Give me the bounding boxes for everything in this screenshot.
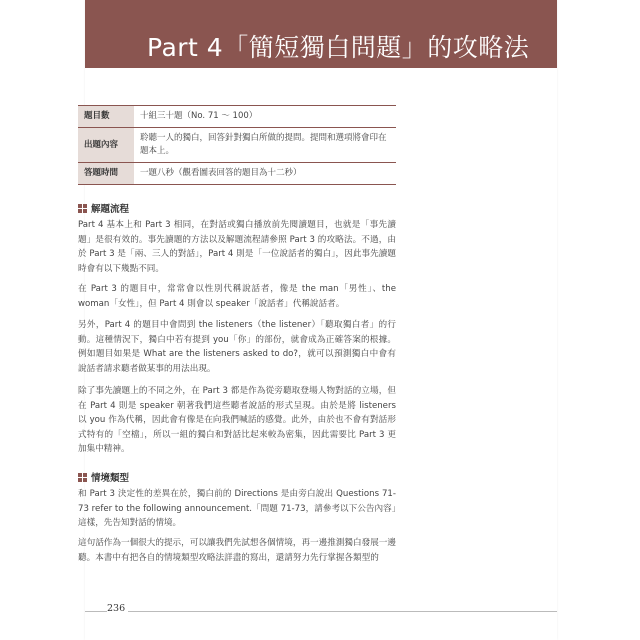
- section-heading-label: 情境類型: [91, 473, 130, 484]
- table-label: 答題時間: [78, 163, 134, 185]
- section-heading-flow: [78, 201, 129, 215]
- table-label: 出題內容: [78, 128, 134, 163]
- square-grid-icon: [78, 204, 87, 213]
- paragraph: Part 4 基本上和 Part 3 相同，在對話或獨白播放前先閱讀題目，也就是「事先讀題」是很有效的。事先讀題的方法以及解題流程請參照 Part 3 的攻略法。不過，由於 Part 3 是「兩、三人的對話」，Part 4 則是「一位說話者的獨白」，因此事先讀題時會有以下幾點不同。: [78, 220, 396, 274]
- table-value: 一題八秒（觀看圖表回答的題目為十二秒）: [134, 163, 396, 185]
- table-row: [78, 128, 396, 163]
- header-banner: [85, 0, 557, 68]
- table-row: [78, 163, 396, 185]
- info-table: [78, 105, 396, 185]
- table-value: 十組三十題（No. 71 ～ 100）: [134, 106, 396, 128]
- paragraph: 和 Part 3 決定性的差異在於，獨白前的 Directions 是由旁白說出 Questions 71-73 refer to the following announcement.「問題 71-73，請參考以下公告內容」這樣，先告知對話的情境。: [78, 489, 396, 529]
- page-number: 236: [107, 603, 126, 614]
- table-value: 聆聽一人的獨白，回答針對獨白所做的提問。提問和選項將會印在題本上。: [134, 128, 396, 163]
- paragraph: 另外，Part 4 的題目中會問到 the listeners（the listener）「聽取獨白者」的行動。這種情況下，獨白中若有提到 you「你」的部份，就會成為正確答案的根據。例如題目如果是 What are the listeners asked to do?，就可以預測獨白中會有說話者請求聽者做某事的用法出現。: [78, 320, 396, 374]
- square-grid-icon: [78, 473, 87, 482]
- paragraph: 除了事先讀題上的不同之外，在 Part 3 都是作為從旁聽取登場人物對話的立場，但在 Part 4 則是 speaker 朝著我們這些聽者說話的形式呈現。由於是將 listeners 以 you 作為代稱，因此會有像是在向我們喊話的感覺。此外，由於也不會有對話形式特有的「空檔」，所以一組的獨白和對話比起來較為密集，因此需要比 Part 3 更加集中精神。: [78, 386, 396, 455]
- paragraph: 在 Part 3 的題目中，常常會以性別代稱說話者，像是 the man「男性」、the woman「女性」，但 Part 4 則會以 speaker「說話者」代稱說話者。: [78, 284, 396, 309]
- paragraph: 這句話作為一個很大的提示，可以讓我們先試想各個情境，再一邊推測獨白發展一邊聽。本書中有把各自的情境類型攻略法詳盡的寫出，還請努力先行掌握各類型的: [78, 538, 396, 563]
- footer-divider: [85, 611, 107, 612]
- section-heading-context: [78, 470, 129, 484]
- page-title: Part 4「簡短獨白問題」的攻略法: [147, 33, 530, 62]
- table-row: [78, 106, 396, 128]
- table-label: 題目數: [78, 106, 134, 128]
- footer-divider: [128, 611, 557, 612]
- section-heading-label: 解題流程: [91, 204, 130, 215]
